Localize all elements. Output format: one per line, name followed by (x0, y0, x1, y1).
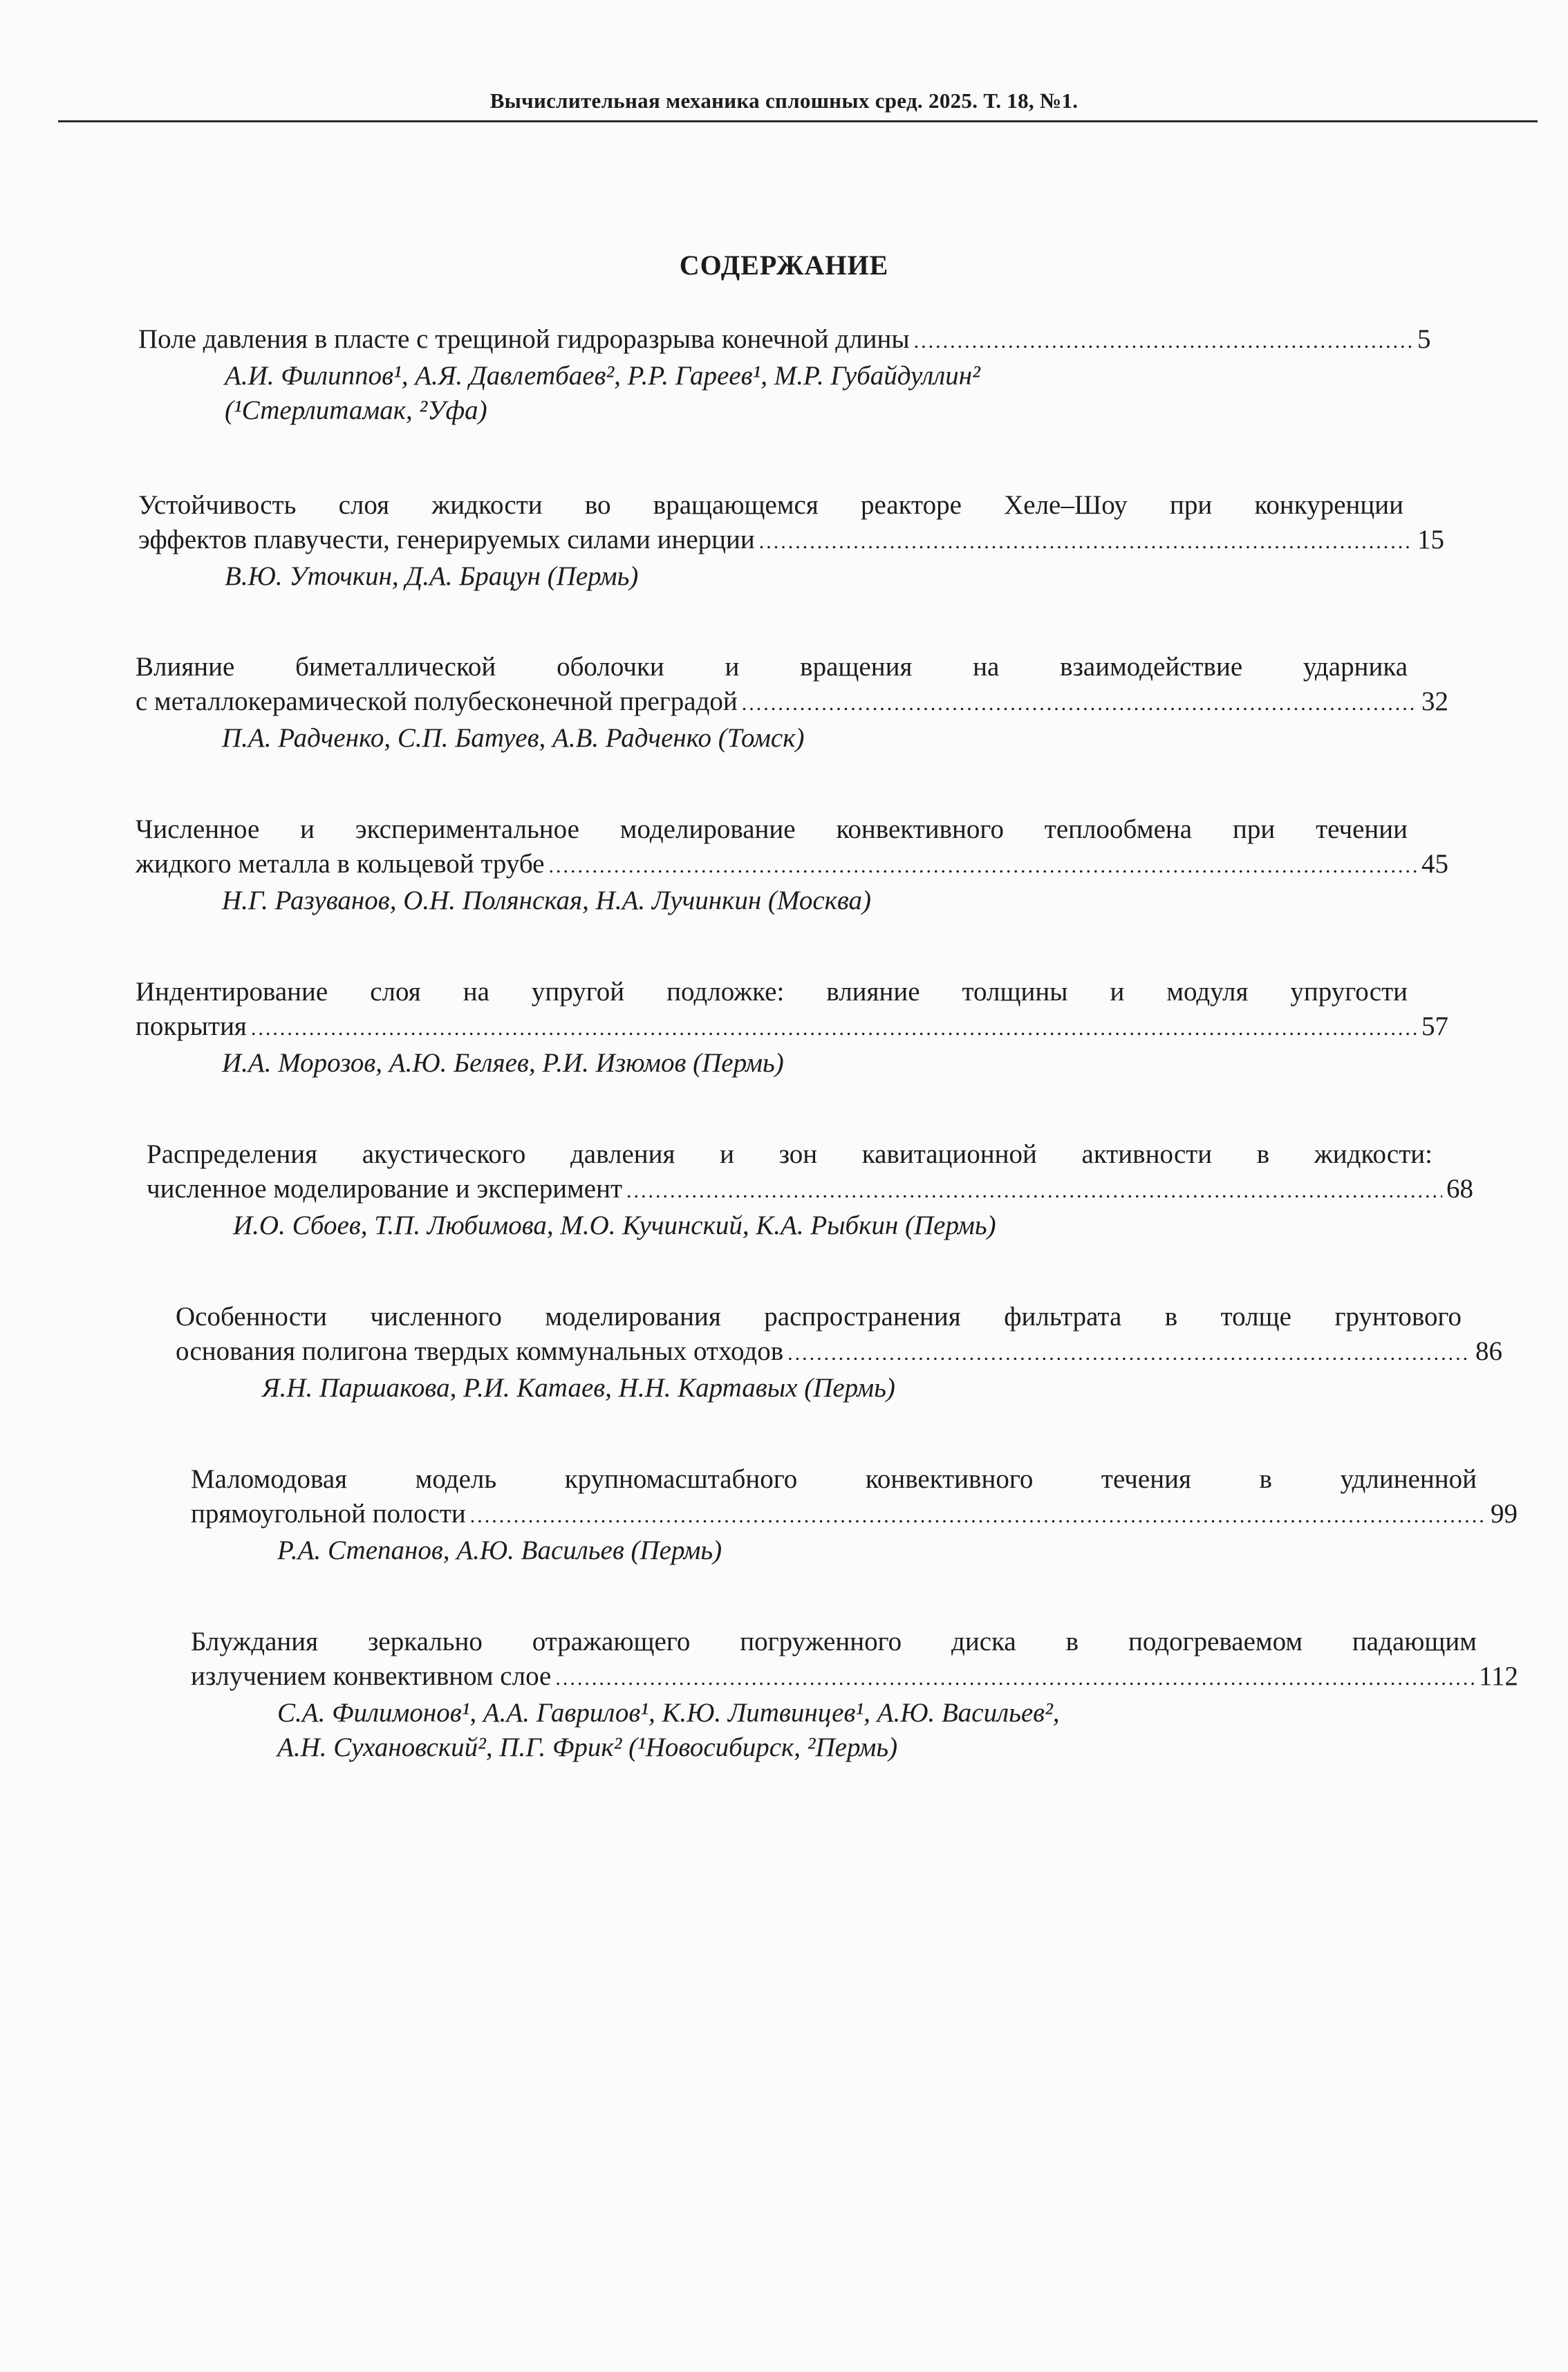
entry-title-line: Поле давления в пласте с трещиной гидроразрыва конечной длины (138, 324, 910, 354)
toc-title: СОДЕРЖАНИЕ (679, 250, 889, 281)
entry-leader-line (136, 1009, 1449, 1046)
entry-title-line: Блуждания зеркально отражающего погруженного диска в подогреваемом падающим (191, 1627, 1477, 1656)
entry-title-line: с металлокерамической полубесконечной преградой (136, 687, 738, 716)
dot-leader (914, 324, 1413, 359)
entry-authors: Н.Г. Разуванов, О.Н. Полянская, Н.А. Лучинкин (Москва) (222, 886, 872, 915)
entry-title-line: покрытия (136, 1011, 247, 1041)
entry-authors: И.А. Морозов, А.Ю. Беляев, Р.И. Изюмов (Пермь) (222, 1048, 784, 1078)
running-head: Вычислительная механика сплошных сред. 2025. Т. 18, №1. (489, 88, 1079, 113)
toc-entry[interactable] (136, 812, 1449, 918)
entry-authors: С.А. Филимонов¹, А.А. Гаврилов¹, К.Ю. Литвинцев¹, А.Ю. Васильев², (277, 1698, 1060, 1728)
dot-leader (742, 687, 1417, 721)
page-number: 15 (1417, 525, 1444, 554)
entry-leader-line (138, 322, 1445, 359)
entry-authors: А.Н. Сухановский², П.Г. Фрик² (¹Новосибирск, ²Пермь) (277, 1733, 898, 1762)
dot-leader (555, 1661, 1475, 1696)
dot-leader (787, 1336, 1471, 1371)
entry-title-line: Влияние биметаллической оболочки и вращения на взаимодействие ударника (136, 652, 1408, 682)
toc-entry[interactable] (176, 1300, 1503, 1406)
entry-leader-line (136, 847, 1449, 884)
entry-title-line: Индентирование слоя на упругой подложке: влияние толщины и модуля упругости (136, 977, 1408, 1007)
toc-entry[interactable] (147, 1137, 1474, 1243)
entry-title-line: численное моделирование и эксперимент (147, 1174, 623, 1204)
entry-authors: А.И. Филиппов¹, А.Я. Давлетбаев², Р.Р. Гареев¹, М.Р. Губайдуллин² (225, 361, 980, 391)
toc-entry[interactable] (136, 650, 1449, 756)
entry-leader-line (176, 1334, 1503, 1371)
dot-leader (251, 1011, 1417, 1046)
page-number: 99 (1491, 1499, 1518, 1529)
entry-title-line: прямоугольной полости (191, 1499, 466, 1529)
entry-title-line: основания полигона твердых коммунальных отходов (176, 1336, 784, 1366)
entry-title-line: Особенности численного моделирования распространения фильтрата в толще грунтового (176, 1302, 1462, 1332)
page-number: 45 (1421, 849, 1448, 879)
entry-title-line: жидкого металла в кольцевой трубе (136, 849, 545, 879)
entry-authors: И.О. Сбоев, Т.П. Любимова, М.О. Кучинский, К.А. Рыбкин (Пермь) (233, 1211, 996, 1240)
entry-leader-line (191, 1659, 1518, 1696)
dot-leader (470, 1499, 1486, 1533)
entry-title-line: эффектов плавучести, генерируемых силами инерции (138, 525, 755, 554)
toc-entry[interactable] (138, 322, 1445, 428)
entry-title-line: Маломодовая модель крупномасштабного конвективного течения в удлиненной (191, 1464, 1477, 1494)
toc-entry[interactable] (191, 1462, 1518, 1568)
page-number: 86 (1475, 1336, 1502, 1366)
entry-leader-line (147, 1172, 1474, 1208)
header-rule (58, 120, 1538, 122)
dot-leader (759, 525, 1413, 559)
toc-entry[interactable] (191, 1625, 1518, 1765)
entry-title-line: Распределения акустического давления и зон кавитационной активности в жидкости: (147, 1139, 1432, 1169)
entry-authors: (¹Стерлитамак, ²Уфа) (225, 395, 487, 425)
entry-leader-line (136, 684, 1449, 721)
toc-entry[interactable] (136, 975, 1449, 1081)
page-number: 68 (1446, 1174, 1473, 1204)
entry-authors: Р.А. Степанов, А.Ю. Васильев (Пермь) (277, 1535, 722, 1565)
entry-title-line: излучением конвективном слое (191, 1661, 552, 1691)
entry-leader-line (138, 523, 1445, 559)
dot-leader (626, 1174, 1442, 1208)
page-number: 57 (1421, 1011, 1448, 1041)
entry-authors: П.А. Радченко, С.П. Батуев, А.В. Радченко (Томск) (222, 723, 805, 753)
entry-authors: Я.Н. Паршакова, Р.И. Катаев, Н.Н. Картавых (Пермь) (262, 1373, 895, 1403)
page-number: 5 (1417, 324, 1431, 354)
dot-leader (549, 849, 1418, 884)
entry-leader-line (191, 1497, 1518, 1533)
entry-authors: В.Ю. Уточкин, Д.А. Брацун (Пермь) (225, 561, 639, 591)
entry-title-line: Численное и экспериментальное моделирование конвективного теплообмена при течении (136, 814, 1408, 844)
page-number: 32 (1421, 687, 1448, 716)
entry-title-line: Устойчивость слоя жидкости во вращающемся реакторе Хеле–Шоу при конкуренции (138, 490, 1403, 520)
page-number: 112 (1478, 1661, 1518, 1691)
toc-entry[interactable] (138, 488, 1445, 594)
